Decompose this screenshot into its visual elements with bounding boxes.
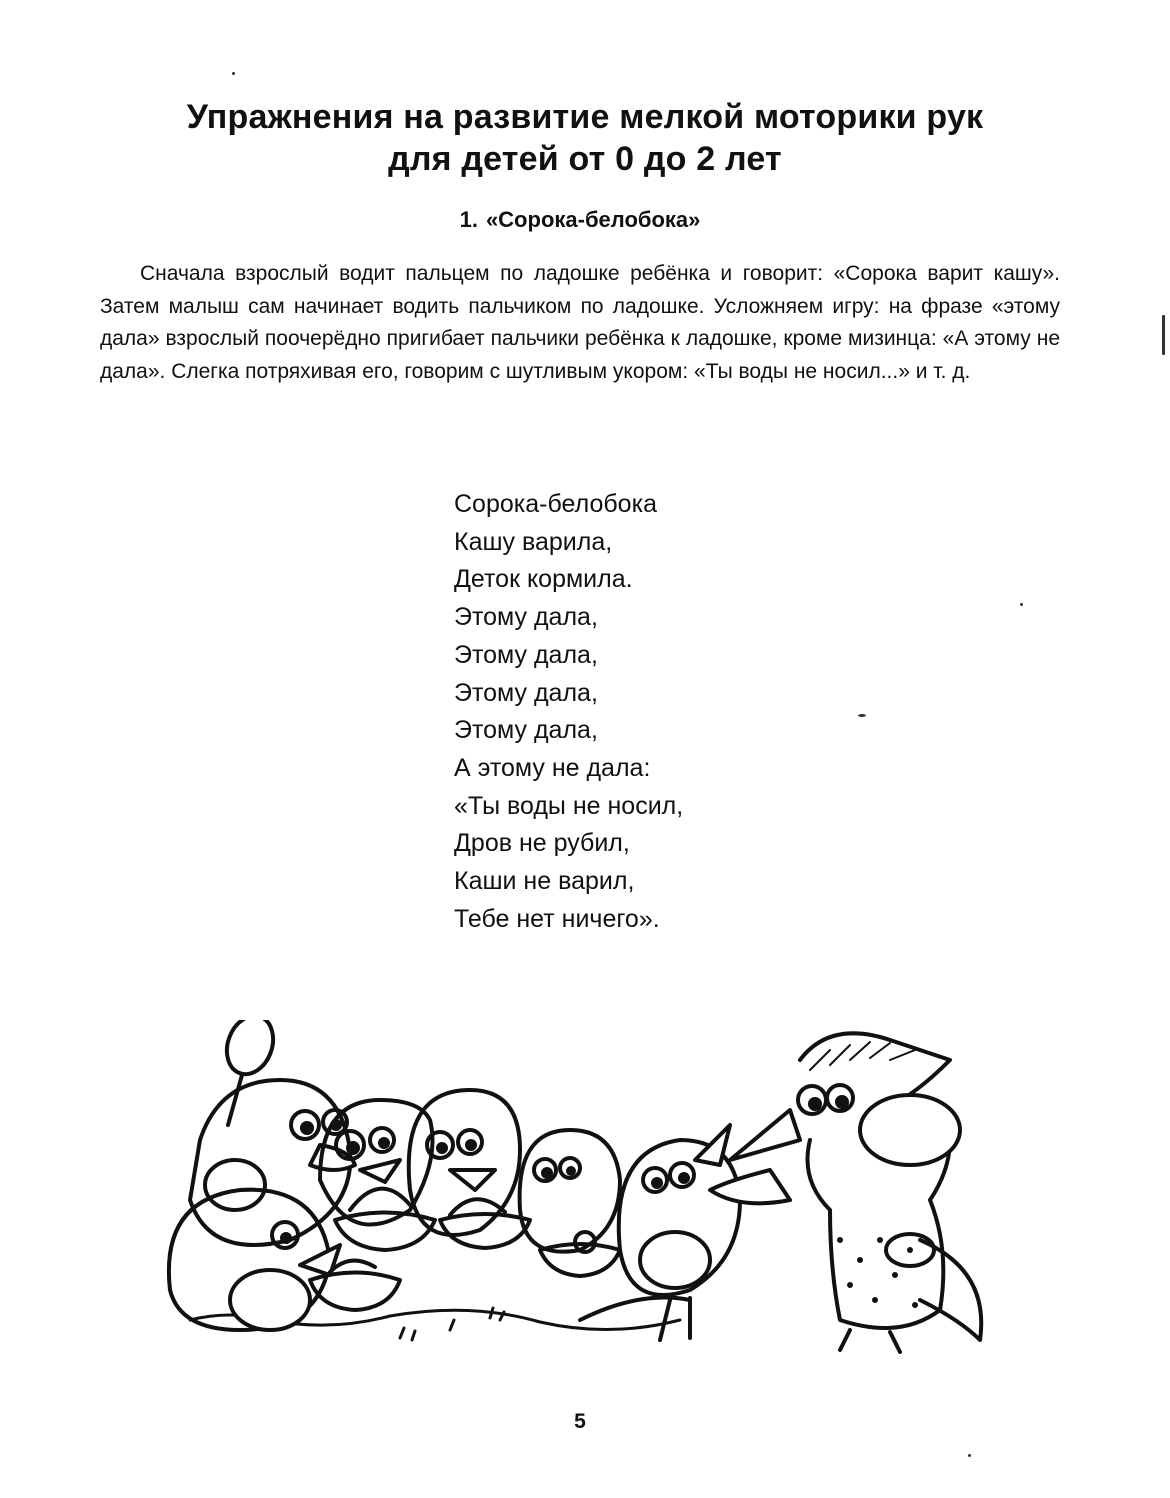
instruction-paragraph: Сначала взрослый водит пальцем по ладошке ребёнка и говорит: «Сорока варит кашу». Затем малыш сам начинает водить пальчиком по ладошке. Усложняем игру: на фразе «этому дала» взрослый поочерёдно пригибает пальчики ребёнка к ладошке, кроме мизинца: «А этому не дала». Слегка потряхивая его, говорим с шутливым укором: «Ты воды не носил...» и т. д. <box>100 262 1060 383</box>
poem-line: Кашу варила, <box>454 527 613 556</box>
poem-line: Этому дала, <box>454 678 598 707</box>
section-heading <box>100 206 1060 234</box>
page-title <box>100 96 1070 180</box>
page-number: 5 <box>574 1410 586 1433</box>
scan-speck <box>858 714 866 717</box>
scan-speck <box>968 1454 971 1457</box>
title-line-1: Упражнения на развитие мелкой моторики рук <box>186 98 984 136</box>
poem-line: «Ты воды не носил, <box>454 791 684 820</box>
magpie-and-chicks-illustration <box>150 1020 1030 1360</box>
poem-line: Этому дала, <box>454 603 598 632</box>
poem-line: А этому не дала: <box>454 753 651 782</box>
poem-line: Этому дала, <box>454 716 598 745</box>
chick-with-spoon-figure <box>190 1020 355 1245</box>
poem-line: Каши не варил, <box>454 867 635 896</box>
section-title: «Сорока-белобока» <box>485 207 701 232</box>
scan-speck <box>1020 603 1023 606</box>
poem-line: Этому дала, <box>454 640 598 669</box>
scan-edge-mark <box>1162 315 1165 355</box>
section-number: 1. <box>459 207 478 232</box>
magpie-figure <box>710 1033 981 1352</box>
chick-small-figure <box>520 1130 620 1276</box>
poem-line: Дров не рубил, <box>454 829 630 858</box>
poem <box>454 486 874 938</box>
poem-line: Деток кормила. <box>454 565 633 594</box>
poem-line: Тебе нет ничего». <box>454 904 660 933</box>
title-line-2: для детей от 0 до 2 лет <box>388 140 782 178</box>
poem-line: Сорока-белобока <box>454 490 657 518</box>
chick-with-bowl-figure <box>169 1190 400 1330</box>
scan-speck <box>232 72 235 75</box>
